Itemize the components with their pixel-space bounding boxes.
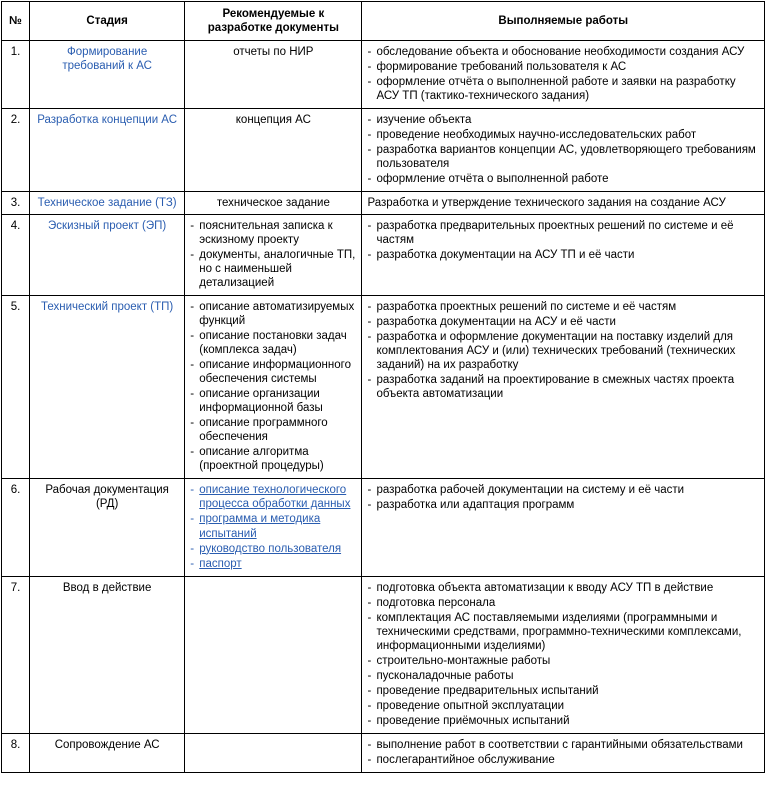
work-item: - изучение объекта (367, 113, 759, 127)
work-item: - разработка предварительных проектных решений по системе и её частям (367, 219, 759, 247)
table-row (2, 215, 765, 296)
table-row (2, 296, 765, 479)
document-item: - описание автоматизируемых функций (190, 300, 356, 328)
work-item: - разработка и оформление документации на поставку изделий для комплектования АСУ и (или) технических требований (технических заданий) на их разработку (367, 330, 759, 372)
row-number: 6. (2, 479, 30, 576)
row-number: 1. (2, 41, 30, 109)
table-row (2, 109, 765, 192)
table-row (2, 733, 765, 772)
table-body (2, 41, 765, 773)
document-item: - пояснительная записка к эскизному проекту (190, 219, 356, 247)
stage-link[interactable]: Формирование требований к АС (62, 46, 152, 73)
work-item: - проведение приёмочных испытаний (367, 714, 759, 728)
document-item[interactable]: - описание технологического процесса обработки данных (190, 483, 356, 511)
stage-link[interactable]: Технический проект (ТП) (41, 301, 174, 314)
documents-cell[interactable] (185, 479, 362, 576)
document-item: - документы, аналогичные ТП, но с наименьшей детализацией (190, 248, 356, 290)
stages-table (1, 1, 765, 773)
work-item: - проведение необходимых научно-исследовательских работ (367, 128, 759, 142)
column-header-works: Выполняемые работы (362, 2, 765, 41)
table-row (2, 576, 765, 733)
row-number: 7. (2, 576, 30, 733)
works-cell: Разработка и утверждение технического задания на создание АСУ (362, 192, 765, 215)
works-cell (362, 41, 765, 109)
works-cell (362, 733, 765, 772)
stage-name[interactable] (30, 41, 185, 109)
stage-name: Сопровождение АС (30, 733, 185, 772)
documents-cell (185, 109, 362, 192)
row-number: 5. (2, 296, 30, 479)
stage-link[interactable]: Эскизный проект (ЭП) (48, 220, 167, 233)
documents-list (190, 483, 356, 571)
document-item: концепция АС (235, 114, 311, 127)
documents-list (190, 219, 356, 291)
document-item[interactable]: - руководство пользователя (190, 542, 356, 556)
stage-name[interactable] (30, 109, 185, 192)
document-item: - описание организации информационной базы (190, 387, 356, 415)
work-item: - формирование требований пользователя к АС (367, 60, 759, 74)
row-number: 2. (2, 109, 30, 192)
documents-cell (185, 41, 362, 109)
works-list (367, 219, 759, 262)
documents-cell (185, 576, 362, 733)
stage-link[interactable]: Разработка концепции АС (37, 114, 178, 127)
document-item: техническое задание (216, 197, 330, 210)
table-row (2, 192, 765, 215)
document-item: - описание постановки задач (комплекса задач) (190, 329, 356, 357)
stage-name: Рабочая документация (РД) (30, 479, 185, 576)
work-item: - проведение предварительных испытаний (367, 684, 759, 698)
works-list (367, 738, 759, 767)
work-item: - оформление отчёта о выполненной работе (367, 172, 759, 186)
stage-name[interactable] (30, 296, 185, 479)
stage-name[interactable] (30, 215, 185, 296)
table-header-row (2, 2, 765, 41)
work-item: - строительно-монтажные работы (367, 654, 759, 668)
works-cell (362, 296, 765, 479)
work-item: - подготовка объекта автоматизации к вводу АСУ ТП в действие (367, 581, 759, 595)
stage-link[interactable]: Техническое задание (ТЗ) (37, 197, 177, 210)
column-header-number: № (2, 2, 30, 41)
row-number: 3. (2, 192, 30, 215)
work-item: - оформление отчёта о выполненной работе и заявки на разработку АСУ ТП (тактико-технического задания) (367, 75, 759, 103)
documents-cell (185, 215, 362, 296)
stage-name[interactable] (30, 192, 185, 215)
work-item: - послегарантийное обслуживание (367, 753, 759, 767)
work-item: - подготовка персонала (367, 596, 759, 610)
works-cell (362, 215, 765, 296)
column-header-stage: Стадия (30, 2, 185, 41)
document-item: - описание алгоритма (проектной процедуры) (190, 445, 356, 473)
document-item: - описание программного обеспечения (190, 416, 356, 444)
works-cell (362, 479, 765, 576)
works-cell (362, 576, 765, 733)
works-list (367, 300, 759, 401)
works-list (367, 113, 759, 186)
work-item: - обследование объекта и обоснование необходимости создания АСУ (367, 45, 759, 59)
work-item: - разработка рабочей документации на систему и её части (367, 483, 759, 497)
row-number: 8. (2, 733, 30, 772)
work-item: - проведение опытной эксплуатации (367, 699, 759, 713)
document-item[interactable]: - программа и методика испытаний (190, 512, 356, 540)
work-item: - разработка или адаптация программ (367, 498, 759, 512)
row-number: 4. (2, 215, 30, 296)
document-item[interactable]: - паспорт (190, 557, 356, 571)
table-row (2, 41, 765, 109)
document-item: отчеты по НИР (233, 46, 314, 59)
work-item: - комплектация АС поставляемыми изделиями (программными и техническими средствами, программно-техническими комплексами, информационными изделиями) (367, 611, 759, 653)
documents-list (190, 300, 356, 474)
work-item: - разработка проектных решений по системе и её частям (367, 300, 759, 314)
work-item: - разработка заданий на проектирование в смежных частях проекта объекта автоматизации (367, 373, 759, 401)
works-cell (362, 109, 765, 192)
table-row (2, 479, 765, 576)
work-item: - пусконаладочные работы (367, 669, 759, 683)
work-item: - разработка документации на АСУ ТП и её части (367, 248, 759, 262)
document-item: - описание информационного обеспечения системы (190, 358, 356, 386)
works-list (367, 581, 759, 728)
column-header-documents: Рекомендуемые к разработке документы (185, 2, 362, 41)
documents-cell (185, 192, 362, 215)
works-list (367, 45, 759, 103)
documents-cell (185, 296, 362, 479)
stage-name: Ввод в действие (30, 576, 185, 733)
work-item: - разработка документации на АСУ и её части (367, 315, 759, 329)
documents-cell (185, 733, 362, 772)
works-list (367, 483, 759, 512)
work-item: - разработка вариантов концепции АС, удовлетворяющего требованиям пользователя (367, 143, 759, 171)
work-item: - выполнение работ в соответствии с гарантийными обязательствами (367, 738, 759, 752)
